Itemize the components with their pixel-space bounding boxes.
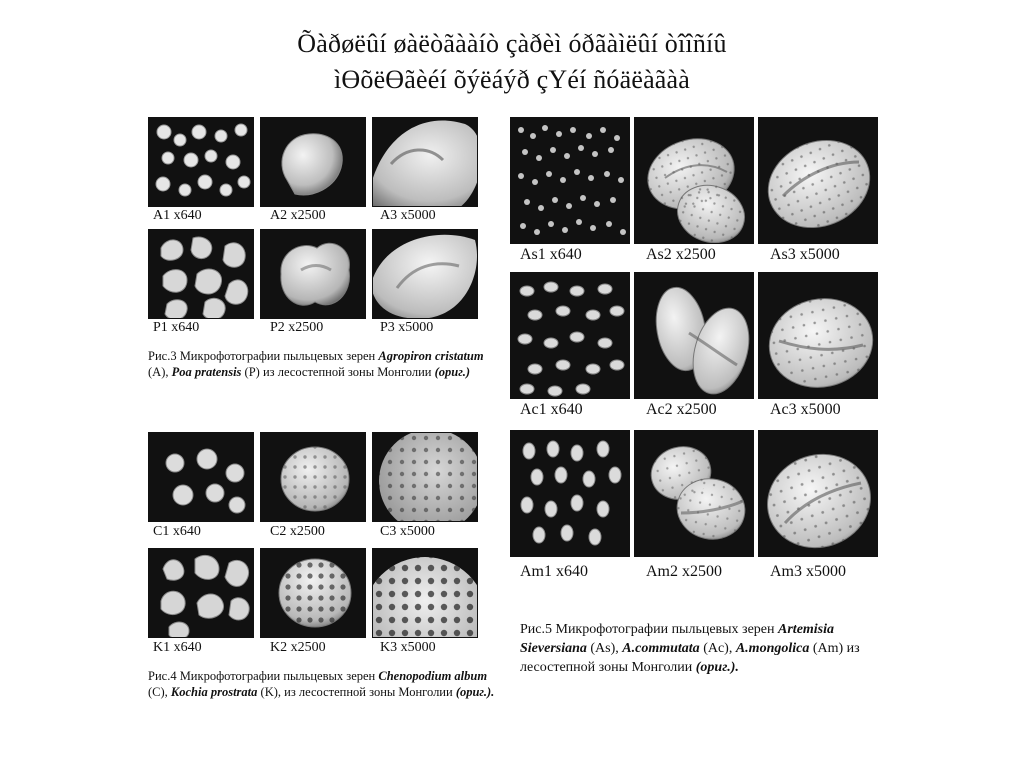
title-line-2: ìӨõëӨãèéí õýëáýð çYéí ñóäëàãàà [333, 65, 691, 94]
micrograph-am3 [758, 430, 878, 557]
pollen-grain-icon [635, 118, 753, 243]
caption-a2: A2 x2500 [270, 208, 326, 223]
pollen-grain-icon [261, 433, 365, 521]
caption-c1: C1 x640 [153, 524, 201, 539]
micrograph-a3 [372, 117, 478, 207]
caption-p3: P3 x5000 [380, 320, 434, 335]
caption-as1: As1 x640 [520, 246, 582, 263]
species-chenopodium: Chenopodium album [378, 669, 488, 683]
caption-a1: A1 x640 [153, 208, 202, 223]
figure-5-caption-mid2: (Ac), [703, 641, 736, 656]
micrograph-k1 [148, 548, 254, 638]
micrograph-a1 [148, 117, 254, 207]
figure-3-caption-orig: (ориг.) [434, 365, 470, 379]
micrograph-p3 [372, 229, 478, 319]
pollen-cluster-icon [149, 118, 253, 206]
pollen-grain-icon [261, 230, 365, 318]
species-artemisia-sieversiana: Artemisia Sieversiana [520, 622, 835, 656]
pollen-cluster-icon [511, 431, 629, 556]
micrograph-ac1 [510, 272, 630, 399]
caption-k1: K1 x640 [153, 640, 202, 655]
micrograph-c1 [148, 432, 254, 522]
micrograph-c2 [260, 432, 366, 522]
pollen-cluster-icon [149, 433, 253, 521]
micrograph-k3 [372, 548, 478, 638]
species-poa: Poa pratensis [171, 365, 242, 379]
pollen-surface-icon [759, 431, 877, 556]
caption-ac2: Ac2 x2500 [646, 401, 717, 418]
pollen-surface-icon [373, 118, 477, 206]
figure-4-caption-mid2: (K), из лесостепной зоны Монголии [260, 685, 456, 699]
caption-a3: A3 x5000 [380, 208, 436, 223]
figure-5-caption-mid1: (As), [590, 641, 623, 656]
micrograph-p2 [260, 229, 366, 319]
caption-as3: As3 x5000 [770, 246, 840, 263]
figure-5-caption-prefix: Рис.5 Микрофотографии пыльцевых зерен [520, 622, 779, 637]
micrograph-ac3 [758, 272, 878, 399]
caption-k3: K3 x5000 [380, 640, 436, 655]
species-kochia: Kochia prostrata [170, 685, 258, 699]
pollen-surface-icon [759, 118, 877, 243]
slide-title [0, 26, 1024, 98]
figure-3-caption-prefix: Рис.3 Микрофотографии пыльцевых зерен [148, 349, 379, 363]
figure-3-caption [148, 348, 498, 380]
pollen-grain-icon [635, 431, 753, 556]
micrograph-c3 [372, 432, 478, 522]
pollen-surface-icon [373, 433, 477, 521]
caption-am1: Am1 x640 [520, 563, 588, 580]
micrograph-am1 [510, 430, 630, 557]
caption-c2: C2 x2500 [270, 524, 325, 539]
micrograph-am2 [634, 430, 754, 557]
pollen-cluster-icon [511, 273, 629, 398]
caption-c3: C3 x5000 [380, 524, 435, 539]
micrograph-as3 [758, 117, 878, 244]
micrograph-p1 [148, 229, 254, 319]
micrograph-as1 [510, 117, 630, 244]
figure-3-caption-mid1: (A), [148, 365, 172, 379]
title-line-1: Õàðøëûí øàëòãààíò çàðèì óðãàìëûí òîîñíû [297, 29, 727, 58]
pollen-grain-icon [635, 273, 753, 398]
species-artemisia-commutata: A.commutata [622, 641, 700, 656]
species-agropiron: Agropiron cristatum [378, 349, 484, 363]
figure-5-caption-orig: (ориг.). [695, 660, 739, 675]
caption-p1: P1 x640 [153, 320, 200, 335]
pollen-grain-icon [261, 118, 365, 206]
micrograph-a2 [260, 117, 366, 207]
micrograph-as2 [634, 117, 754, 244]
caption-ac3: Ac3 x5000 [770, 401, 841, 418]
pollen-grain-icon [261, 549, 365, 637]
pollen-cluster-icon [511, 118, 629, 243]
micrograph-k2 [260, 548, 366, 638]
pollen-surface-icon [373, 549, 477, 637]
caption-ac1: Ac1 x640 [520, 401, 583, 418]
figure-5-caption [520, 620, 880, 677]
pollen-surface-icon [373, 230, 477, 318]
caption-k2: K2 x2500 [270, 640, 326, 655]
caption-as2: As2 x2500 [646, 246, 716, 263]
caption-am3: Am3 x5000 [770, 563, 846, 580]
figure-5-caption-mid3: (Am) из лесостепной зоны Монголии [520, 641, 860, 675]
micrograph-ac2 [634, 272, 754, 399]
species-artemisia-mongolica: A.mongolica [735, 641, 810, 656]
pollen-cluster-icon [149, 230, 253, 318]
figure-4-caption [148, 668, 498, 700]
caption-am2: Am2 x2500 [646, 563, 722, 580]
pollen-surface-icon [759, 273, 877, 398]
figure-3-caption-mid2: (P) из лесостепной зоны Монголии [244, 365, 435, 379]
figure-4-caption-orig: (ориг.). [455, 685, 495, 699]
figure-4-caption-prefix: Рис.4 Микрофотографии пыльцевых зерен [148, 669, 379, 683]
figure-4-caption-mid1: (C), [148, 685, 171, 699]
pollen-cluster-icon [149, 549, 253, 637]
caption-p2: P2 x2500 [270, 320, 324, 335]
